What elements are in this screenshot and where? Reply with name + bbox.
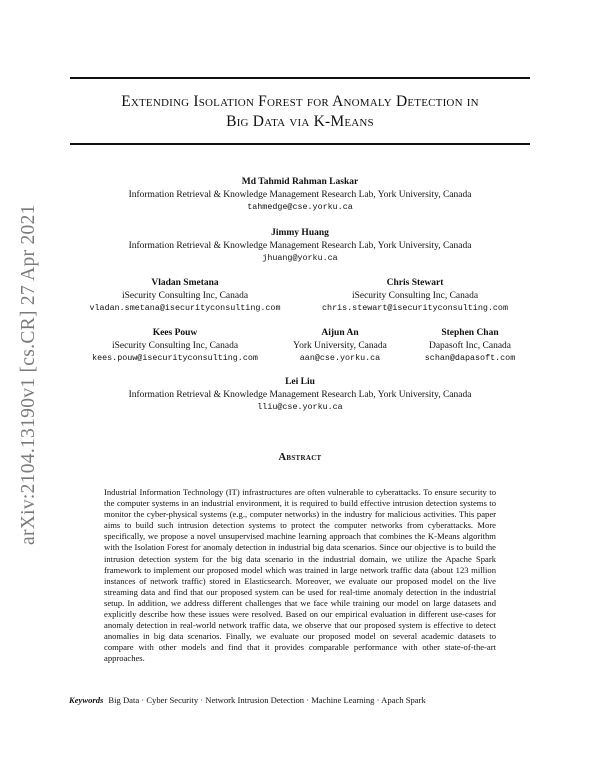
author-block [70, 227, 530, 265]
author-affiliation: Information Retrieval & Knowledge Management Research Lab, York University, Canada [128, 389, 472, 400]
abstract-heading: Abstract [278, 452, 322, 463]
author-email[interactable]: vladan.smetana@isecurityconsulting.com [89, 303, 281, 313]
arxiv-stamp: arXiv:2104.13190v1 [cs.CR] 27 Apr 2021 [18, 204, 39, 545]
author-affiliation: Information Retrieval & Knowledge Management Research Lab, York University, Canada [128, 240, 472, 251]
author-affiliation: Dapasoft Inc, Canada [428, 340, 512, 351]
author-name: Md Tahmid Rahman Laskar [241, 177, 359, 187]
keywords-list: Big Data · Cyber Security · Network Intrusion Detection · Machine Learning · Apach Spark [108, 695, 426, 705]
keywords-line [69, 695, 426, 705]
author-email[interactable]: tahmedge@cse.yorku.ca [247, 202, 353, 212]
author-name: Jimmy Huang [271, 228, 329, 238]
author-affiliation: iSecurity Consulting Inc, Canada [121, 290, 249, 301]
author-email[interactable]: kees.pouw@isecurityconsulting.com [92, 353, 258, 363]
author-block [70, 176, 530, 214]
title-line-2: Big Data via K-Means [226, 113, 374, 130]
author-email[interactable]: schan@dapasoft.com [424, 353, 516, 363]
author-name: Chris Stewart [386, 278, 444, 288]
author-block [75, 327, 275, 365]
title-line-1: Extending Isolation Forest for Anomaly Detection in [121, 93, 479, 110]
keywords-label: Keywords [69, 695, 104, 705]
author-block [300, 277, 530, 315]
paper-title [70, 92, 530, 132]
abstract-body: Industrial Information Technology (IT) infrastructures are often vulnerable to cyberattacks. To ensure security to the computer systems in an industrial environment, it is required to build effective intrusion detection systems to monitor the cyber-physical systems (e.g., computer networks) in the industry for malicious activities. This paper aims to build such intrusion detection systems to protect the computer networks from cyberattacks. More specifically, we propose a novel unsupervised machine learning approach that combines the K-Means algorithm with the Isolation Forest for anomaly detection in industrial big data scenarios. Since our objective is to build the intrusion detection system for the big data scenario in the industrial domain, we utilize the Apache Spark framework to implement our proposed model which was trained in large network traffic data (about 123 million instances of network traffic) stored in Elasticsearch. Moreover, we evaluate our proposed model on the live streaming data and find that our proposed system can be used for real-time anomaly detection in the industrial setup. In addition, we address different challenges that we face while training our model on large datasets and explicitly describe how these issues were resolved. Based on our empirical evaluation in different use-cases for anomaly detection in real-world network traffic data, we observe that our proposed system is effective to detect anomalies in big data scenarios. Finally, we evaluate our proposed model on several academic datasets to compare with other models and find that it provides comparable performance with other state-of-the-art approaches. [104, 487, 496, 664]
author-email[interactable]: jhuang@yorku.ca [262, 253, 338, 263]
author-name: Stephen Chan [441, 328, 499, 338]
author-block [70, 277, 300, 315]
author-name: Lei Liu [285, 377, 315, 387]
author-block [275, 327, 405, 365]
author-email[interactable]: lliu@cse.yorku.ca [257, 402, 343, 412]
author-block [405, 327, 535, 365]
author-email[interactable]: chris.stewart@isecurityconsulting.com [322, 303, 508, 313]
author-block [70, 376, 530, 414]
author-affiliation: iSecurity Consulting Inc, Canada [351, 290, 479, 301]
author-email[interactable]: aan@cse.yorku.ca [299, 353, 381, 363]
author-name: Kees Pouw [152, 328, 198, 338]
author-name: Vladan Smetana [151, 278, 219, 288]
author-affiliation: iSecurity Consulting Inc, Canada [111, 340, 239, 351]
author-name: Aijun An [321, 328, 359, 338]
title-rule-bottom [70, 143, 530, 145]
author-affiliation: Information Retrieval & Knowledge Management Research Lab, York University, Canada [128, 189, 472, 200]
title-rule-top [70, 77, 530, 79]
author-affiliation: York University, Canada [293, 340, 387, 351]
